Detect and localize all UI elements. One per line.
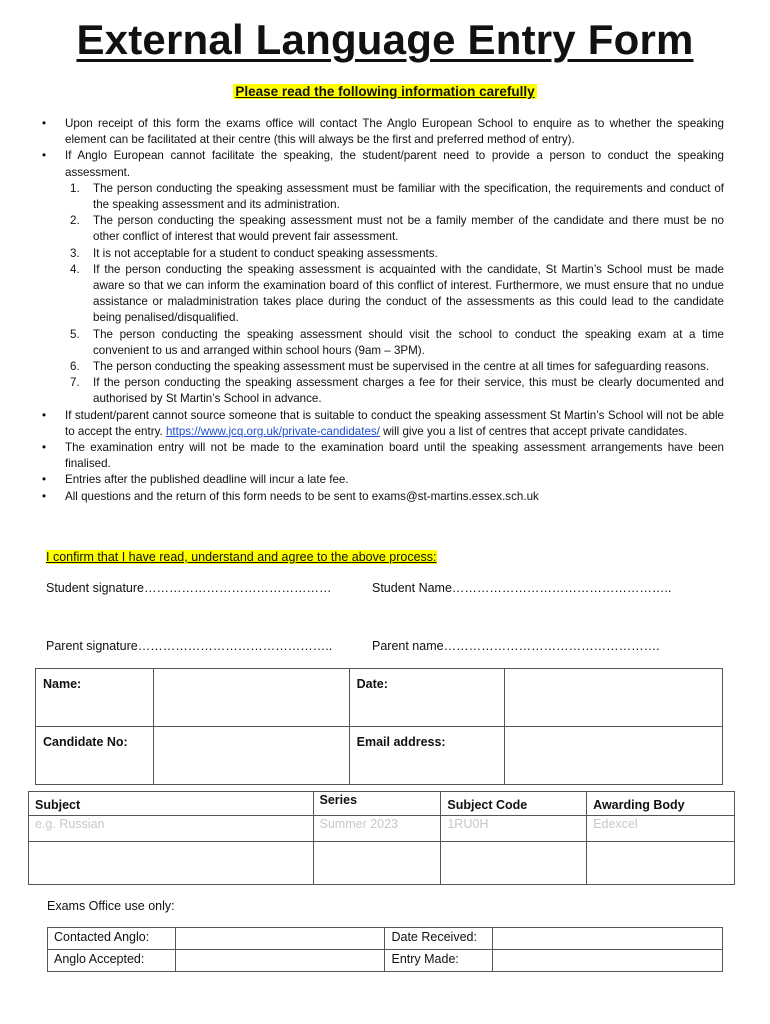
entry-made-cell[interactable]: [493, 950, 723, 972]
requirement-number: 5.: [70, 327, 80, 341]
requirement-number: 3.: [70, 246, 80, 260]
date-label: Date:: [349, 669, 504, 727]
requirement-text: If the person conducting the speaking assessment is acquainted with the candidate, St Martin’s School must be made aware so that we can inform the examination board of this conflict of interest. Furthermore, we must ensure that no undue assistance or maladministration takes place during the conduct of the assessments as this could lead to the candidate being penalised/disqualified.: [93, 262, 724, 325]
subject-code-input-row2[interactable]: [441, 842, 587, 885]
subject-code-input[interactable]: 1RU0H: [441, 816, 587, 842]
date-input-cell[interactable]: [505, 669, 723, 727]
subject-code-header: Subject Code: [441, 792, 587, 816]
email-label: Email address:: [349, 727, 504, 785]
requirement-item: [65, 246, 724, 262]
requirement-number: 2.: [70, 214, 80, 228]
requirement-item: [65, 181, 724, 213]
email-input-cell[interactable]: [505, 727, 723, 785]
subject-input[interactable]: e.g. Russian: [29, 816, 314, 842]
anglo-accepted-cell[interactable]: [176, 950, 385, 972]
info-bullet: • Entries after the published deadline will incur a late fee.: [42, 472, 724, 488]
info-bullet-text: If Anglo European cannot facilitate the speaking, the student/parent need to provide a person to conduct the speaking assessment.: [65, 149, 724, 179]
info-bullet: [42, 408, 724, 440]
anglo-accepted-label: Anglo Accepted:: [48, 950, 176, 972]
candidate-no-label: Candidate No:: [36, 727, 154, 785]
contacted-anglo-cell[interactable]: [176, 928, 385, 950]
info-bullet: • All questions and the return of this form needs to be sent to exams@st-martins.essex.sch.uk: [42, 489, 724, 505]
candidate-no-input-cell[interactable]: [153, 727, 349, 785]
requirement-text: If the person conducting the speaking assessment charges a fee for their service, this must be clearly documented and authorised by St Martin’s School in advance.: [93, 376, 724, 406]
awarding-body-input[interactable]: Edexcel: [587, 816, 735, 842]
information-list: [42, 116, 724, 505]
requirement-number: 4.: [70, 262, 80, 276]
parent-signature-field[interactable]: Parent signature………………………………………..: [46, 639, 333, 653]
speaking-requirements-list: [65, 181, 724, 408]
office-use-table: [47, 927, 723, 972]
info-bullet: • The examination entry will not be made to the examination board until the speaking assessment arrangements have been finalised.: [42, 440, 724, 472]
date-received-label: Date Received:: [385, 928, 493, 950]
parent-name-field[interactable]: Parent name…………………………………………….: [372, 639, 660, 653]
date-received-cell[interactable]: [493, 928, 723, 950]
requirement-number: 1.: [70, 181, 80, 195]
requirement-text: The person conducting the speaking assessment must be supervised in the centre at all times for safeguarding reasons.: [93, 360, 710, 374]
candidate-details-table: [35, 668, 723, 785]
series-input-row2[interactable]: [313, 842, 441, 885]
name-label: Name:: [36, 669, 154, 727]
awarding-body-header: Awarding Body: [587, 792, 735, 816]
jcq-private-candidates-link[interactable]: https://www.jcq.org.uk/private-candidates/: [165, 424, 380, 438]
requirement-item: [65, 327, 724, 359]
student-signature-field[interactable]: Student signature………………………………………: [46, 581, 332, 595]
instructions-heading: [0, 84, 770, 99]
requirement-item: [65, 213, 724, 245]
entry-made-label: Entry Made:: [385, 950, 493, 972]
student-name-field[interactable]: Student Name……………………………………………..: [372, 581, 672, 595]
series-header: Series: [313, 792, 441, 816]
info-bullet: • Upon receipt of this form the exams office will contact The Anglo European School to enquire as to whether the speaking element can be facilitated at their centre (this will always be the first and preferred method of entry).: [42, 116, 724, 148]
requirement-text: The person conducting the speaking assessment must be familiar with the specification, the requirements and conduct of the speaking assessment and its administration.: [93, 181, 724, 212]
requirement-item: [65, 375, 724, 407]
instructions-heading-text: Please read the following information carefully: [235, 84, 535, 99]
subject-input-row2[interactable]: [29, 842, 314, 885]
requirement-text: It is not acceptable for a student to conduct speaking assessments.: [93, 246, 438, 260]
requirement-number: 7.: [70, 376, 80, 390]
subject-header: Subject: [29, 792, 314, 816]
info-bullet-text: If student/parent cannot source someone that is suitable to conduct the speaking assessment St Martin’s School will not be able to accept the entry.: [65, 408, 724, 438]
subject-entry-table: [28, 791, 735, 885]
series-input[interactable]: Summer 2023: [313, 816, 441, 842]
office-use-label: Exams Office use only:: [47, 899, 175, 913]
requirement-text: The person conducting the speaking assessment must not be a family member of the candidate and there must be no other conflict of interest that would prevent fair assessment.: [93, 214, 724, 244]
requirement-item: [65, 262, 724, 327]
confirmation-text: I confirm that I have read, understand and agree to the above process:: [46, 550, 437, 564]
contacted-anglo-label: Contacted Anglo:: [48, 928, 176, 950]
requirement-text: The person conducting the speaking assessment should visit the school to conduct the speaking exam at a time convenient to us and arranged within school hours (9am – 3PM).: [93, 327, 724, 357]
name-input-cell[interactable]: [153, 669, 349, 727]
info-bullet: [42, 148, 724, 407]
confirmation-statement: [46, 550, 437, 564]
page-title: External Language Entry Form: [76, 16, 694, 63]
info-bullet-text: will give you a list of centres that accept private candidates.: [379, 424, 688, 438]
requirement-item: [65, 359, 724, 375]
awarding-body-input-row2[interactable]: [587, 842, 735, 885]
requirement-number: 6.: [70, 360, 80, 374]
